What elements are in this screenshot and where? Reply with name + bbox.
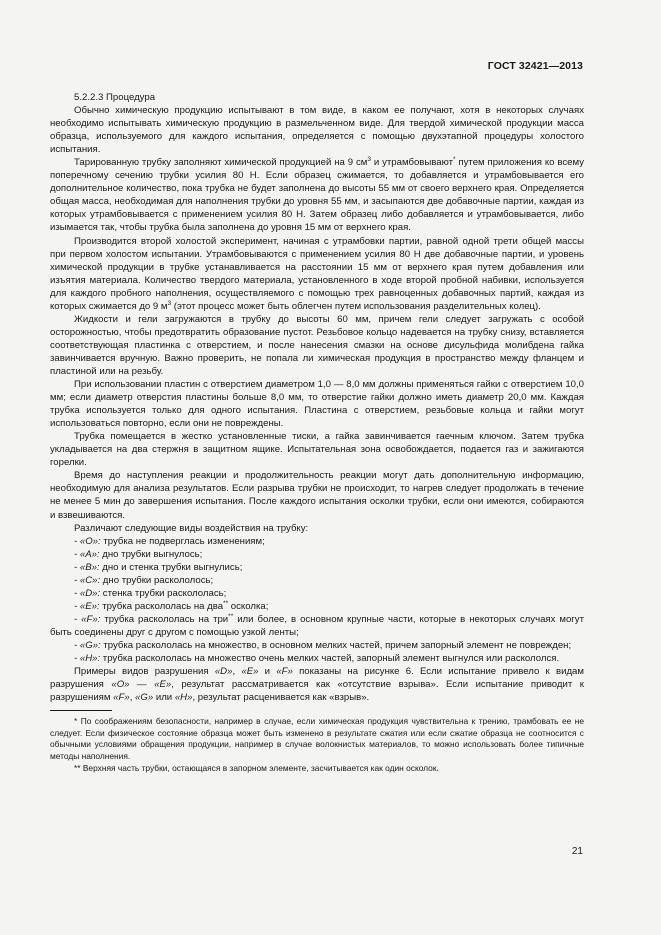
effect-text: трубка не подверглась изменениям; <box>100 535 265 547</box>
text-run: Примеры видов разрушения <box>74 666 215 678</box>
text-run: — <box>129 679 155 691</box>
effect-code: - «A»: <box>74 548 100 560</box>
effect-code: «G» <box>135 692 154 704</box>
effect-code: «F» <box>113 692 130 704</box>
paragraph-second-blank <box>50 235 584 313</box>
effect-item-h <box>50 652 584 665</box>
effect-item-o <box>50 535 584 548</box>
effect-code: «F» <box>276 666 293 678</box>
effect-code: - «C»: <box>74 574 101 586</box>
superscript: 3 <box>367 156 371 164</box>
effect-code: - «E»: <box>74 600 100 612</box>
text-run: показаны на рисунке 6. Если испытание привело к видам разрушения <box>50 666 584 691</box>
superscript: 3 <box>167 299 172 307</box>
effect-code: «D» <box>214 666 233 678</box>
effect-code: - «H»: <box>74 653 101 665</box>
effect-text: дно трубки выгнулось; <box>99 548 203 560</box>
paragraph-plates: При использовании пластин с отверстием диаметром 1,0 — 8,0 мм должны применяться гайки с отверстием 10,0 мм; если диаметр отверстия пластины больше 8,0 мм, то отверстие гайки должно иметь диаметр 20,0 мм. Каждая трубка используется только для одного испытания. Пластина с отверстием, резьбовые кольца и гайки могут использоваться повторно, если они не повреждены. <box>50 379 584 430</box>
effect-item-b <box>50 561 584 574</box>
effect-text: трубка раскололась на два <box>99 600 224 612</box>
text-run: (этот процесс может быть облегчен путем использования разделительных колец). <box>171 300 541 312</box>
text-run: , результат расценивается как «взрыв». <box>192 692 370 704</box>
page-number: 21 <box>571 846 583 857</box>
text-run: Тарированную трубку заполняют химической продукцией на 9 см <box>74 157 368 169</box>
paragraph-effects-intro: Различают следующие виды воздействия на трубку: <box>74 522 309 534</box>
effect-code: «O» <box>111 679 130 691</box>
effect-text: трубка раскололась на три <box>100 613 229 625</box>
effect-text: трубка раскололась на множество очень мелких частей, запорный элемент выгнулся или раскололся. <box>100 653 560 665</box>
footnote-divider <box>50 710 112 711</box>
effect-item-a <box>50 548 584 561</box>
text-run: и <box>258 666 277 678</box>
footnote-ref: * <box>453 156 456 164</box>
paragraph-destruction-examples <box>50 665 584 704</box>
effect-code: «E» <box>241 666 259 678</box>
section-heading: 5.2.2.3 Процедура <box>74 92 156 103</box>
text-run: или <box>153 692 175 704</box>
effect-item-f <box>50 613 584 639</box>
footnotes <box>50 716 584 774</box>
effect-text: или более, в основном крупные части, которые в некоторых случаях могут быть соединены друг с другом с помощью узкой ленты; <box>50 613 584 638</box>
effect-code: - «G»: <box>74 639 101 651</box>
effect-item-c <box>50 574 584 587</box>
footnote-ref: ** <box>223 599 229 607</box>
paragraph-vise: Трубка помещается в жестко установленные тиски, а гайка завинчивается гаечным ключом. Затем трубка укладывается на два стержня в защитном ящике. Испытательная зона освобождается, подается газ и зажигаются горелки. <box>50 431 584 469</box>
effect-code: - «D»: <box>74 587 101 599</box>
effect-item-e <box>50 600 584 613</box>
effect-text: дно и стенка трубки выгнулись; <box>99 561 243 573</box>
effect-code: - «B»: <box>74 561 100 573</box>
paragraph-liquids: Жидкости и гели загружаются в трубку до высоты 60 мм, причем гели следует загружать с особой осторожностью, чтобы предотвратить образование пустот. Резьбовое кольцо надевается на трубку снизу, вставляется соответствующая пластинка с отверстием, и после нанесения смазки на основе дисульфида молибдена гайка завинчивается вручную. Важно проверить, не попала ли химическая продукция в пространство между фланцем и пластиной или на резьбу. <box>50 313 584 377</box>
text-run: , результат рассматривается как «отсутствие взрыва». Если испытание приводит к разрушениям <box>50 679 584 704</box>
footnote-2: ** Верхняя часть трубки, остающаяся в запорном элементе, засчитывается как один осколок. <box>74 762 439 773</box>
effect-text: осколка; <box>228 600 269 612</box>
effect-text: дно трубки раскололось; <box>100 574 214 586</box>
effect-code: - «O»: <box>74 535 101 547</box>
text-run: и утрамбовывают <box>370 157 453 169</box>
footnote-ref: ** <box>228 612 234 620</box>
text-run: , <box>232 666 242 678</box>
footnote-1: * По соображениям безопасности, например в случае, если химическая продукция чувствительна к трению, трамбовать ее не следует. Если физическое состояние образца может быть изменено в результате сжатия или если сжатие образца не соотносится с обычными условиями обращения продукции, например в случае волокнистых материалов, то можно использовать более типичные методы наполнения. <box>50 716 584 761</box>
text-run: Производится второй холостой эксперимент, начиная с утрамбовки партии, равной одной трети общей массы при первом холостом испытании. Утрамбовываются с применением усилия 80 Н две добавочные партии, и уровень химической продукции в трубке устанавливается на расстоянии 15 мм от верхнего края путем добавления или изъятия материала. Количество твердого материала, установленного в ходе второй пробной набивки, используется для каждого пробного наполнения, осуществляемого с помощью трех равноценных добавочных партий, каждая из которых сжимается до 9 м <box>50 235 584 312</box>
effect-item-d <box>50 587 584 600</box>
paragraph-tared-tube <box>50 156 584 234</box>
paragraph-reaction-time: Время до наступления реакции и продолжительность реакции могут дать дополнительную информацию, необходимую для анализа результатов. Если разрыва трубки не происходит, то нагрев следует продолжать в течение не менее 5 мин до завершения испытания. После каждого испытания осколки трубки, если они имеются, собираются и взвешиваются. <box>50 470 584 521</box>
effect-code: «E» <box>154 679 172 691</box>
paragraph-intro: Обычно химическую продукцию испытывают в том виде, в каком ее получают, хотя в некоторых случаях необходимо испытывать химическую продукцию в размельченном виде. Для твердой химической продукции масса образца, используемого для каждого испытания, определяется с помощью двухэтапной процедуры холостого испытания. <box>50 105 584 156</box>
effect-item-g <box>50 639 584 652</box>
effect-text: стенка трубки раскололась; <box>100 587 227 599</box>
text-run: , <box>129 692 136 704</box>
document-standard-number: ГОСТ 32421—2013 <box>487 60 583 72</box>
effect-code: «H» <box>174 692 193 704</box>
effect-text: трубка раскололась на множество, в основном мелких частей, причем запорный элемент не поврежден; <box>100 639 572 651</box>
text-run: путем приложения ко всему поперечному сечению трубки усилия 80 Н. Если образец сжимается, то добавляется и утрамбовывается его дополнительное количество, пока трубка не будет заполнена до высоты 55 мм от своего верхнего края. Определяется общая масса, необходимая для наполнения трубки до уровня 55 мм, и засыпаются две добавочные партии, каждая из которых утрамбовывается с применением усилия 80 Н. Затем образец либо добавляется и утрамбовывается, либо изымается так, чтобы трубка была заполнена до уровня 15 мм от верхнего края. <box>50 157 585 234</box>
document-body <box>50 91 584 774</box>
effect-code: - «F»: <box>74 613 101 625</box>
